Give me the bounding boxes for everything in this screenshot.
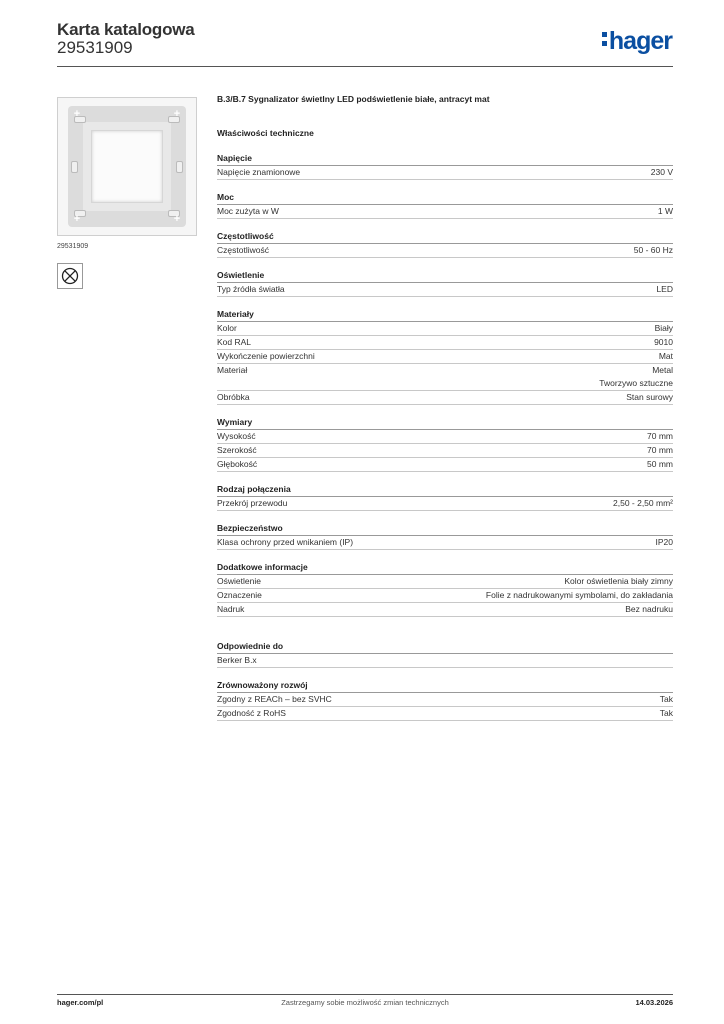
product-image [57,97,197,236]
spec-label: Wykończenie powierzchni [217,351,315,361]
spec-label: Nadruk [217,604,245,614]
spec-value-line: 9010 [654,337,673,347]
spec-section [217,522,673,550]
spec-label: Klasa ochrony przed wnikaniem (IP) [217,537,354,547]
spec-row [217,603,673,617]
spec-row [217,322,673,336]
led-plate [91,130,163,203]
spec-value [599,364,673,390]
spec-value-line: 1 W [657,206,673,216]
spec-row [217,244,673,258]
spec-value-line: Bez nadruku [625,604,673,614]
spacer [217,668,673,679]
spec-row [217,654,673,668]
spec-value-line: 50 mm [647,459,673,469]
footer-divider [57,994,673,995]
spec-sections [217,152,673,617]
spec-value [656,283,673,296]
spec-value [613,497,673,510]
sustainability-section [217,679,673,721]
suitable-section [217,640,673,668]
catalog-number: 29531909 [57,38,133,57]
spec-label: Kolor [217,323,237,333]
spec-value-line: Mat [658,351,673,361]
spec-value-line: Biały [654,323,673,333]
spec-row [217,497,673,511]
spacer [217,405,673,416]
spec-value [656,536,674,549]
screw-mark-icon: + [173,108,181,120]
spec-row [217,283,673,297]
spec-content [217,94,673,721]
section-heading: Moc [217,191,673,205]
spec-row [217,166,673,180]
spacer [217,472,673,483]
mount-hole [176,161,183,173]
logo-dots-icon [602,32,607,50]
spec-row [217,575,673,589]
header-divider [57,66,673,67]
spec-value-line: 70 mm [647,445,673,455]
spec-row [217,430,673,444]
lamp-symbol-svg [61,267,79,285]
spec-value-line: Tak [659,694,673,704]
spec-value [647,430,673,443]
spec-value [660,707,673,720]
spec-value [660,693,673,706]
spec-label: Napięcie znamionowe [217,167,301,177]
spec-value [658,205,673,218]
section-heading: Częstotliwość [217,230,673,244]
spec-value-line: 50 - 60 Hz [633,245,673,255]
spec-label: Oświetlenie [217,576,261,586]
section-heading: Odpowiednie do [217,640,673,654]
screw-mark-icon: + [73,213,81,225]
spec-value-line: Stan surowy [626,392,673,402]
spec-row [217,707,673,721]
footer-date: 14.03.2026 [635,998,673,1007]
section-heading: Oświetlenie [217,269,673,283]
footer-website-link[interactable]: hager.com/pl [57,998,104,1007]
spec-value-line: Kolor oświetlenia biały zimny [564,576,673,586]
spec-value [486,589,673,602]
spec-value-line: 70 mm [647,431,673,441]
spec-value-line: 2,50 - 2,50 mm² [613,498,673,508]
spec-section [217,152,673,180]
switch-frame [68,106,186,227]
spacer [217,180,673,191]
spec-value [625,603,673,616]
section-heading: Rodzaj połączenia [217,483,673,497]
section-heading: Wymiary [217,416,673,430]
spec-label: Zgodność z RoHS [217,708,286,718]
screw-mark-icon: + [173,213,181,225]
section-heading: Materiały [217,308,673,322]
logo-text: hager [608,27,672,55]
section-heading: Napięcie [217,152,673,166]
section-heading: Bezpieczeństwo [217,522,673,536]
spec-section [217,269,673,297]
spec-value-line: Folie z nadrukowanymi symbolami, do zakładania [485,590,673,600]
spec-label: Materiał [217,365,248,375]
spec-value-line: Tworzywo sztuczne [599,378,673,388]
spacer [217,511,673,522]
spec-label: Zgodny z REACh – bez SVHC [217,694,332,704]
spec-value [634,244,673,257]
image-caption: 29531909 [57,243,89,250]
spec-section [217,561,673,617]
spacer [217,617,673,640]
spec-section [217,416,673,472]
section-heading: Zrównoważony rozwój [217,679,673,693]
spec-row [217,364,673,391]
spacer [217,258,673,269]
spec-label: Typ źródła światła [217,284,285,294]
spec-row [217,391,673,405]
spec-section [217,230,673,258]
section-heading: Dodatkowe informacje [217,561,673,575]
spec-row [217,444,673,458]
document-title: Karta katalogowa [57,20,195,39]
spec-row [217,336,673,350]
spec-label: Wysokość [217,431,256,441]
spec-row [217,458,673,472]
spec-label: Głębokość [217,459,258,469]
spec-label: Szerokość [217,445,257,455]
footer-disclaimer: Zastrzegamy sobie możliwość zmian technicznych [281,998,449,1007]
spec-value [659,350,673,363]
spec-value-line: LED [656,284,673,294]
spec-row [217,589,673,603]
spec-value [654,336,673,349]
spacer [217,550,673,561]
spec-row [217,205,673,219]
hager-logo [602,29,672,54]
spec-value-line: IP20 [655,537,673,547]
screw-mark-icon: + [73,108,81,120]
spec-section [217,483,673,511]
product-title: B.3/B.7 Sygnalizator świetlny LED podświetlenie białe, antracyt mat [217,94,490,104]
spec-value [651,166,673,179]
spec-value [564,575,673,588]
spec-value [655,322,673,335]
spec-value-line: Tak [659,708,673,718]
mount-hole [71,161,78,173]
spacer [217,297,673,308]
spec-label: Oznaczenie [217,590,262,600]
lamp-cross-icon [57,263,83,289]
spec-value-line: 230 V [650,167,673,177]
tech-heading: Właściwości techniczne [217,128,314,138]
spec-row [217,536,673,550]
spec-value [647,458,673,471]
spec-label: Kod RAL [217,337,252,347]
spec-label: Obróbka [217,392,250,402]
spec-value-line: Metal [652,365,673,375]
spec-label: Berker B.x [217,655,257,665]
spec-value [647,444,673,457]
spec-label: Moc zużyta w W [217,206,279,216]
spec-section [217,308,673,405]
spacer [217,219,673,230]
spec-label: Częstotliwość [217,245,269,255]
spec-row [217,350,673,364]
spec-value [626,391,673,404]
spec-section [217,191,673,219]
footer [57,994,673,1010]
spec-row [217,693,673,707]
spec-label: Przekrój przewodu [217,498,288,508]
